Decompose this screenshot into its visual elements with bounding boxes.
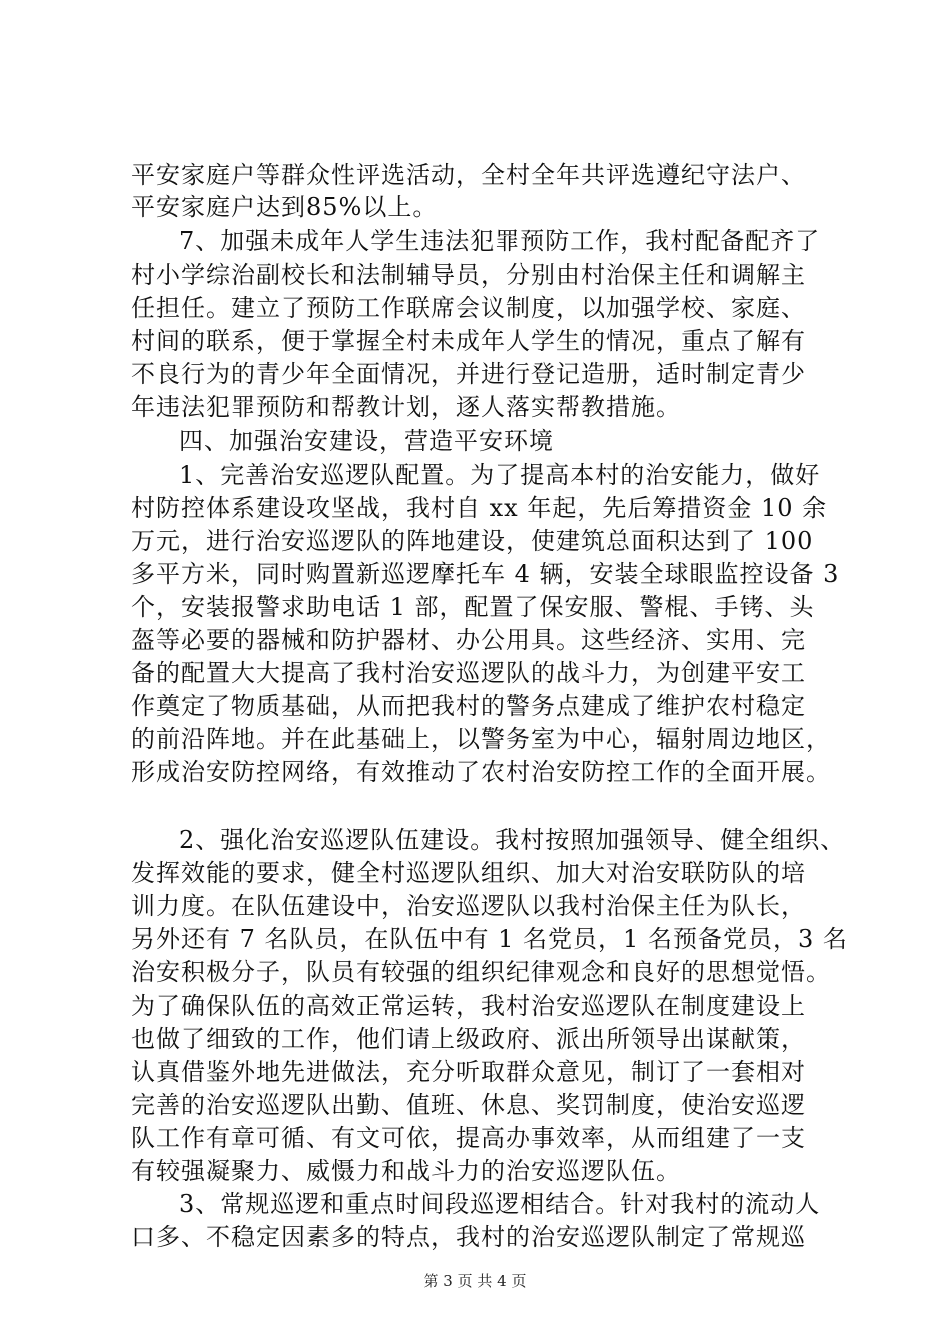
text-line: 平安家庭户达到85%以上。	[131, 193, 438, 221]
text-line: 1、完善治安巡逻队配置。为了提高本村的治安能力，做好	[179, 461, 821, 489]
text-line: 多平方米，同时购置新巡逻摩托车 4 辆，安装全球眼监控设备 3	[131, 560, 840, 588]
text-line: 不良行为的青少年全面情况，并进行登记造册，适时制定青少	[131, 360, 806, 388]
text-line: 年违法犯罪预防和帮教计划，逐人落实帮教措施。	[131, 393, 681, 421]
text-line: 作奠定了物质基础，从而把我村的警务点建成了维护农村稳定	[131, 692, 806, 720]
text-line: 2、强化治安巡逻队伍建设。我村按照加强领导、健全组织、	[179, 826, 846, 854]
text-line: 盔等必要的器械和防护器材、办公用具。这些经济、实用、完	[131, 626, 806, 654]
text-line: 认真借鉴外地先进做法，充分听取群众意见，制订了一套相对	[131, 1058, 806, 1086]
text-line: 备的配置大大提高了我村治安巡逻队的战斗力，为创建平安工	[131, 659, 806, 687]
text-line: 万元，进行治安巡逻队的阵地建设，使建筑总面积达到了 100	[131, 527, 814, 555]
text-line: 另外还有 7 名队员，在队伍中有 1 名党员，1 名预备党员，3 名	[131, 925, 848, 953]
text-line: 村防控体系建设攻坚战，我村自 xx 年起，先后筹措资金 10 余	[131, 494, 828, 522]
text-line: 为了确保队伍的高效正常运转，我村治安巡逻队在制度建设上	[131, 992, 806, 1020]
page-footer: 第 3 页 共 4 页	[423, 1272, 527, 1290]
text-line: 有较强凝聚力、威慑力和战斗力的治安巡逻队伍。	[131, 1157, 681, 1185]
text-line: 个，安装报警求助电话 1 部，配置了保安服、警棍、手铐、头	[131, 593, 815, 621]
text-line: 村小学综治副校长和法制辅导员，分别由村治保主任和调解主	[131, 261, 806, 289]
text-line: 形成治安防控网络，有效推动了农村治安防控工作的全面开展。	[131, 758, 831, 786]
text-line: 发挥效能的要求，健全村巡逻队组织、加大对治安联防队的培	[131, 859, 806, 887]
text-line: 平安家庭户等群众性评选活动，全村全年共评选遵纪守法户、	[131, 161, 806, 189]
text-line: 村间的联系，便于掌握全村未成年人学生的情况，重点了解有	[131, 327, 806, 355]
text-line: 口多、不稳定因素多的特点，我村的治安巡逻队制定了常规巡	[131, 1223, 806, 1251]
text-line: 的前沿阵地。并在此基础上，以警务室为中心，辐射周边地区，	[131, 725, 831, 753]
text-line: 四、加强治安建设，营造平安环境	[179, 427, 554, 455]
text-line: 7、加强未成年人学生违法犯罪预防工作，我村配备配齐了	[179, 227, 821, 255]
text-line: 也做了细致的工作，他们请上级政府、派出所领导出谋献策，	[131, 1025, 806, 1053]
text-line: 3、常规巡逻和重点时间段巡逻相结合。针对我村的流动人	[179, 1190, 821, 1218]
text-line: 完善的治安巡逻队出勤、值班、休息、奖罚制度，使治安巡逻	[131, 1091, 806, 1119]
text-line: 任担任。建立了预防工作联席会议制度，以加强学校、家庭、	[131, 294, 806, 322]
text-line: 训力度。在队伍建设中，治安巡逻队以我村治保主任为队长，	[131, 892, 806, 920]
text-line: 队工作有章可循、有文可依，提高办事效率，从而组建了一支	[131, 1124, 806, 1152]
text-line: 治安积极分子，队员有较强的组织纪律观念和良好的思想觉悟。	[131, 958, 831, 986]
